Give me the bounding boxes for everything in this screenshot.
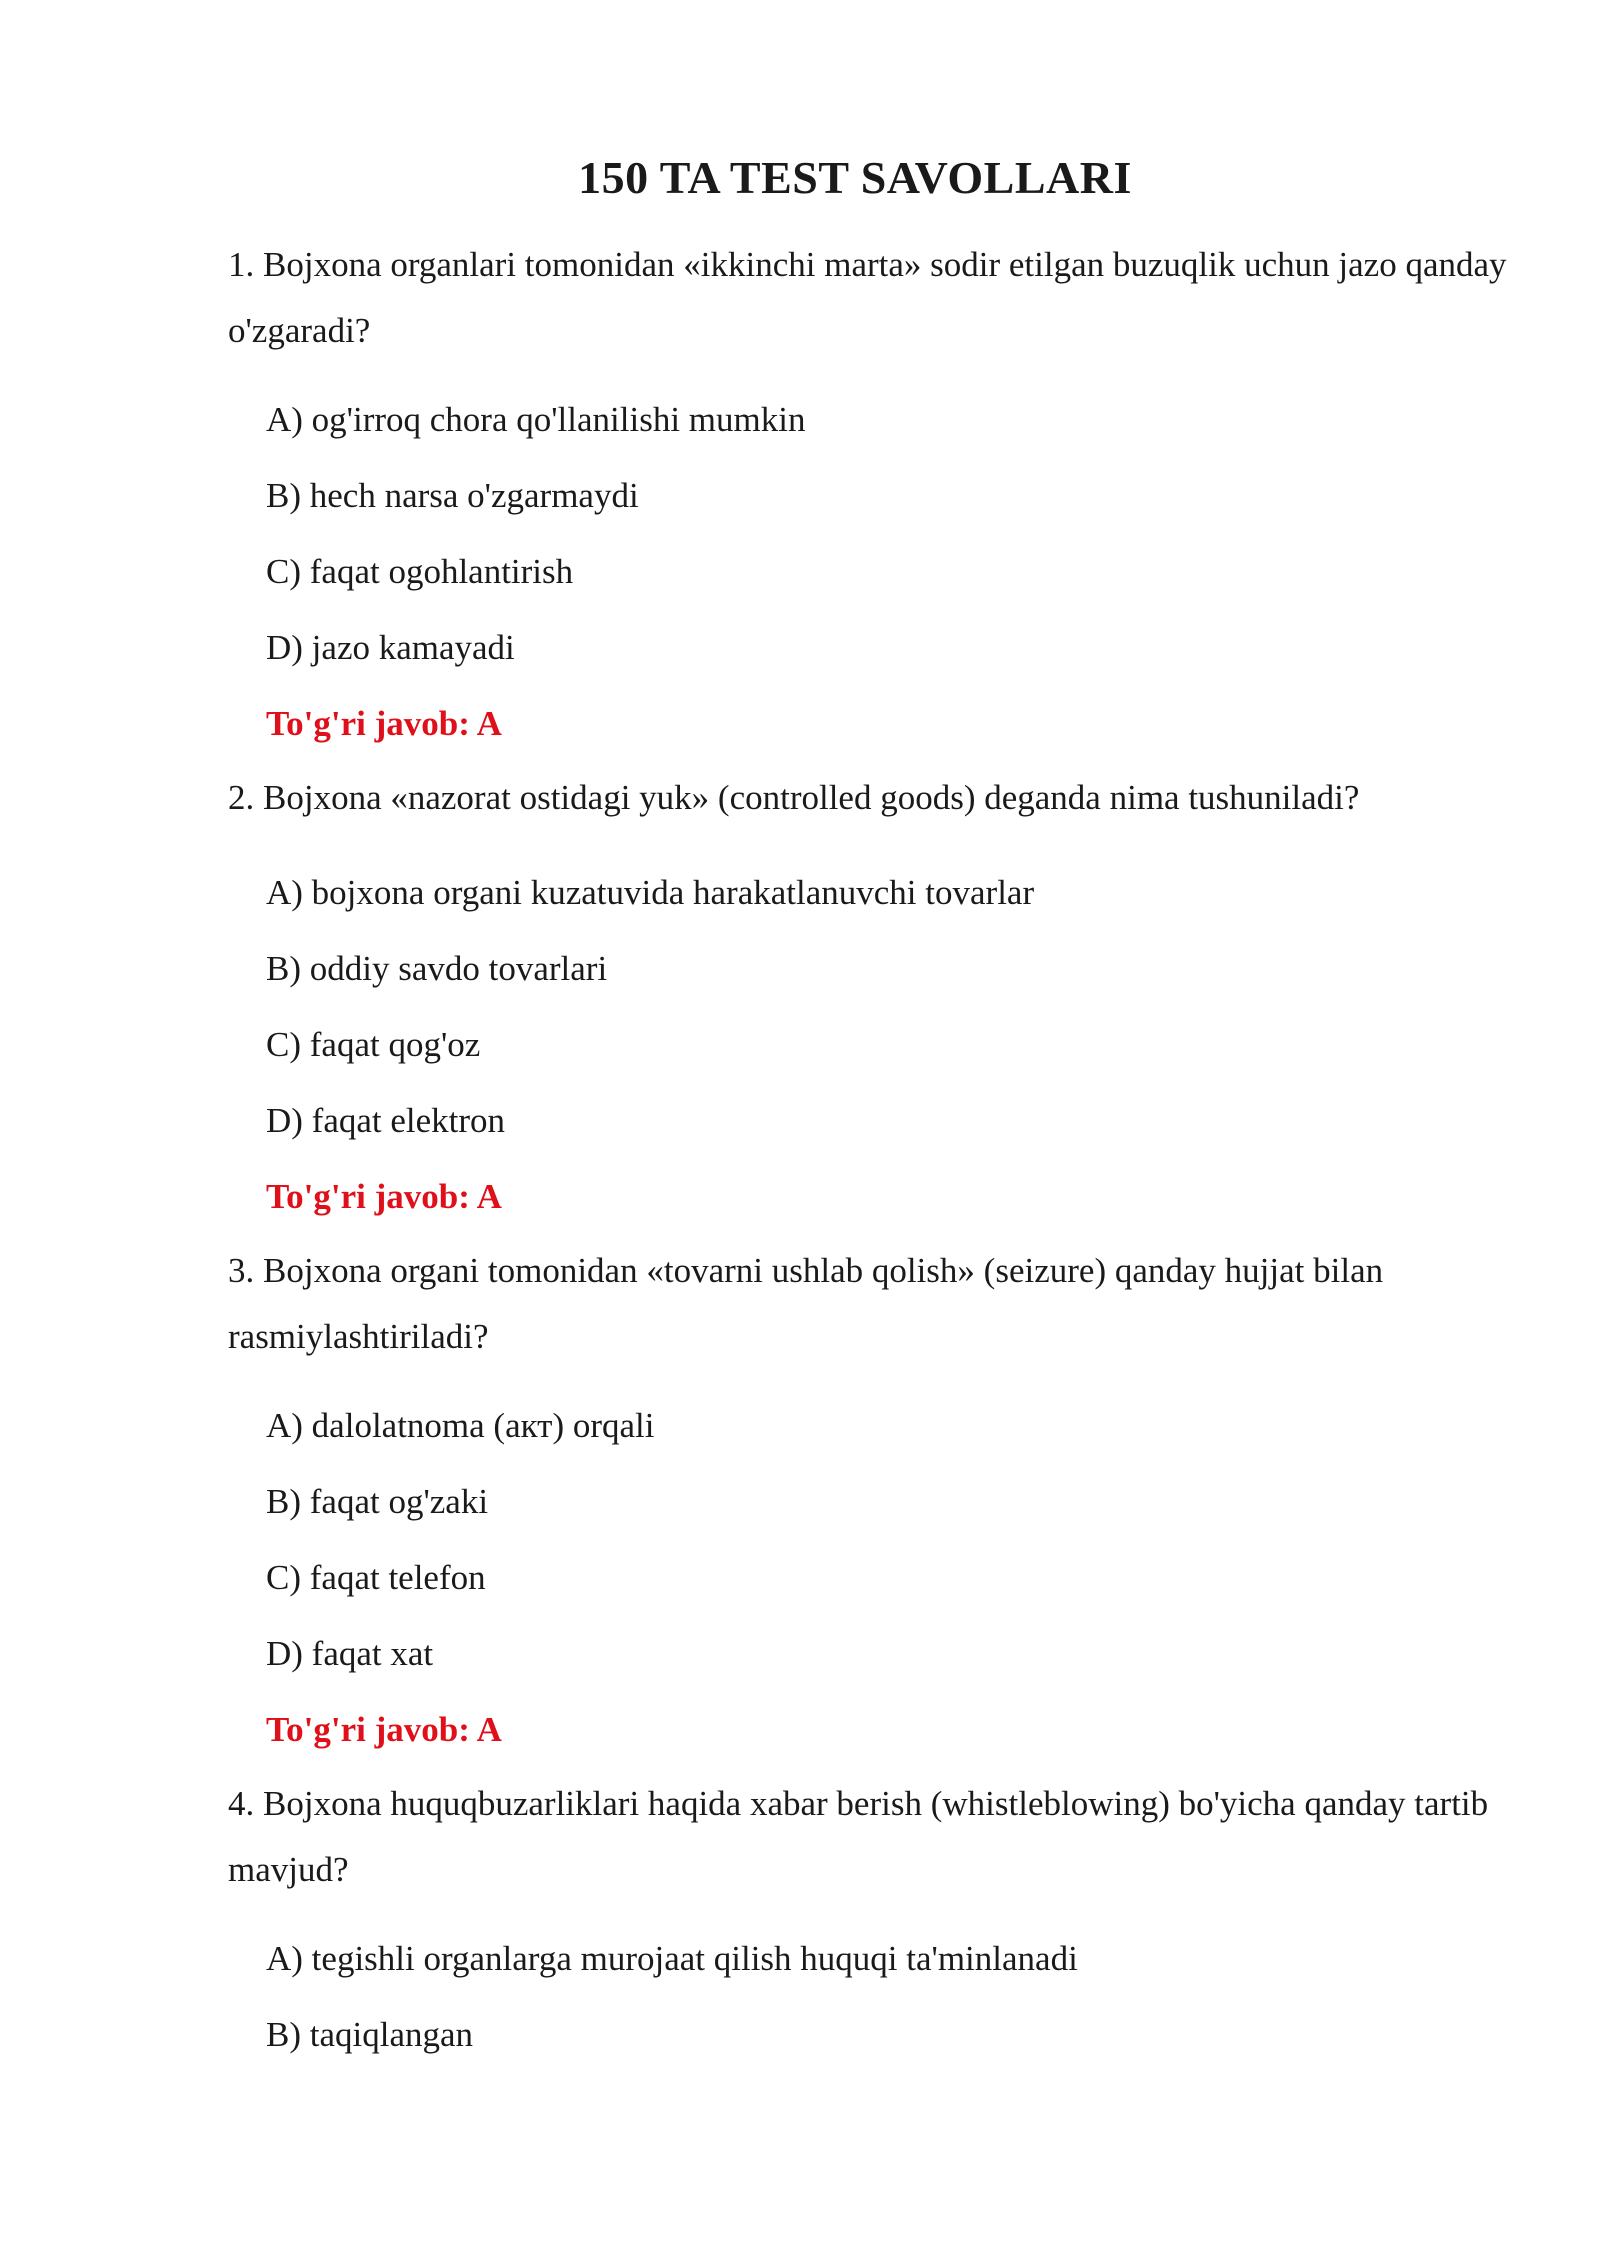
question-4-option-b: B) taqiqlangan xyxy=(266,2015,474,2054)
question-3-option-b: B) faqat og'zaki xyxy=(266,1482,489,1521)
question-1-text: 1. Bojxona organlari tomonidan «ikkinchi marta» sodir etilgan buzuqlik uchun jazo qanday o'zgaradi? xyxy=(228,245,1507,350)
page-title: 150 TA TEST SAVOLLARI xyxy=(578,152,1132,203)
question-1-option-c: C) faqat ogohlantirish xyxy=(266,552,574,591)
question-2-option-b: B) oddiy savdo tovarlari xyxy=(266,949,608,988)
question-3-option-c: C) faqat telefon xyxy=(266,1558,486,1597)
question-1-option-d: D) jazo kamayadi xyxy=(266,628,515,667)
question-2-option-d: D) faqat elektron xyxy=(266,1101,506,1140)
question-3-answer: To'g'ri javob: A xyxy=(266,1710,502,1749)
question-4-option-a: A) tegishli organlarga murojaat qilish huquqi ta'minlanadi xyxy=(266,1939,1078,1978)
question-3-text: 3. Bojxona organi tomonidan «tovarni ushlab qolish» (seizure) qanday hujjat bilan rasmiylashtiriladi? xyxy=(228,1251,1384,1356)
question-1-answer: To'g'ri javob: A xyxy=(266,704,502,743)
question-1-option-a: A) og'irroq chora qo'llanilishi mumkin xyxy=(266,400,806,439)
question-4-text: 4. Bojxona huquqbuzarliklari haqida xabar berish (whistleblowing) bo'yicha qanday tartib mavjud? xyxy=(228,1784,1489,1889)
question-2-option-c: C) faqat qog'oz xyxy=(266,1025,481,1064)
question-3-option-a: A) dalolatnoma (акт) orqali xyxy=(266,1406,655,1445)
question-2-option-a: A) bojxona organi kuzatuvida harakatlanuvchi tovarlar xyxy=(266,873,1035,912)
question-2-text: 2. Bojxona «nazorat ostidagi yuk» (controlled goods) deganda nima tushuniladi? xyxy=(228,778,1360,817)
question-3-option-d: D) faqat xat xyxy=(266,1634,434,1673)
question-2-answer: To'g'ri javob: A xyxy=(266,1177,502,1216)
question-1-option-b: B) hech narsa o'zgarmaydi xyxy=(266,476,639,515)
